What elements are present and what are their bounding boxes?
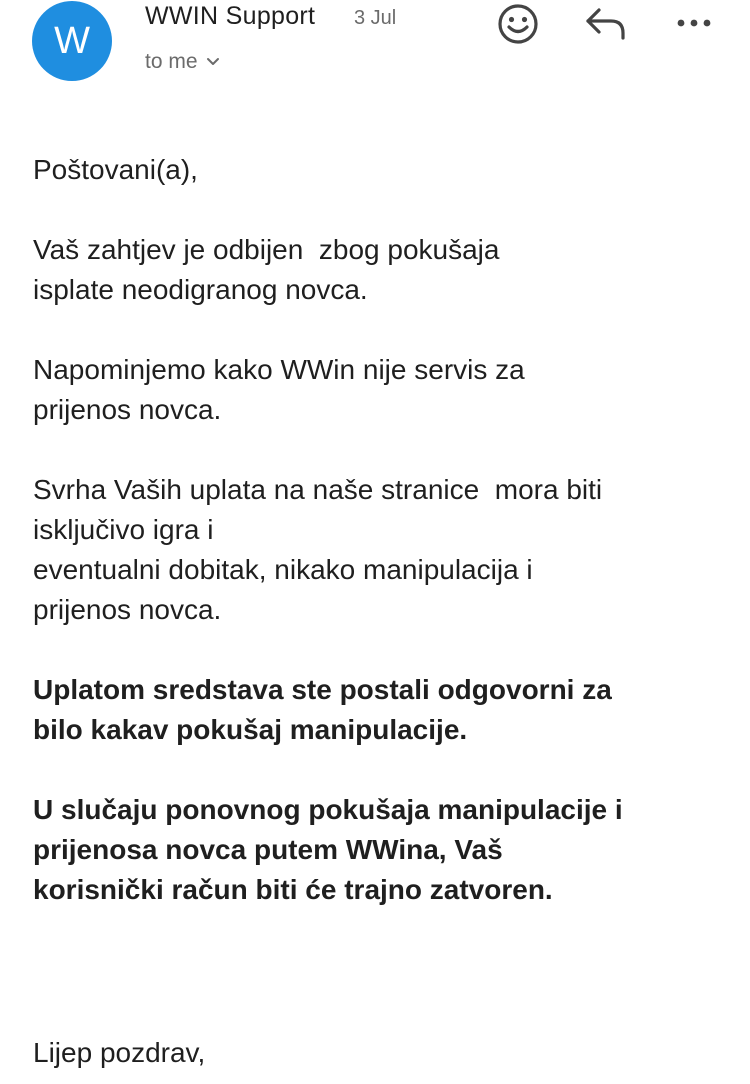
bold-line: U slučaju ponovnog pokušaja manipulacije i xyxy=(33,794,623,825)
bold-paragraph xyxy=(33,670,733,750)
body-line: prijenos novca. xyxy=(33,594,222,625)
email-header xyxy=(0,0,750,100)
bold-line: Uplatom sredstava ste postali odgovorni za xyxy=(33,674,612,705)
closing-line: Lijep pozdrav, xyxy=(33,1037,206,1068)
body-line: Vaš zahtjev je odbijen zbog pokušaja xyxy=(33,234,500,265)
bold-line: bilo kakav pokušaj manipulacije. xyxy=(33,714,468,745)
body-line: isplate neodigranog novca. xyxy=(33,274,368,305)
body-paragraph xyxy=(33,470,733,630)
recipient-toggle[interactable] xyxy=(145,50,220,74)
recipient-label: to me xyxy=(145,50,198,73)
greeting-line: Poštovani(a), xyxy=(33,154,198,185)
bold-line: prijenosa novca putem WWina, Vaš xyxy=(33,834,503,865)
body-paragraph xyxy=(33,230,733,310)
body-paragraph xyxy=(33,350,733,430)
body-line: isključivo igra i xyxy=(33,514,214,545)
reply-arrow-icon[interactable] xyxy=(583,4,629,44)
bold-paragraph xyxy=(33,790,733,910)
body-line: Napominjemo kako WWin nije servis za xyxy=(33,354,525,385)
chevron-down-icon xyxy=(206,57,220,67)
sender-name[interactable]: WWIN Support xyxy=(145,2,316,30)
email-body xyxy=(33,150,733,910)
smiley-face-icon[interactable] xyxy=(496,2,540,46)
more-options-icon[interactable] xyxy=(672,8,716,38)
sender-avatar[interactable]: W xyxy=(32,1,112,81)
greeting xyxy=(33,150,733,190)
email-date: 3 Jul xyxy=(354,7,397,29)
body-line: prijenos novca. xyxy=(33,394,222,425)
bold-line: korisnički račun biti će trajno zatvoren. xyxy=(33,874,553,905)
body-line: Svrha Vaših uplata na naše stranice mora biti xyxy=(33,474,603,505)
body-line: eventualni dobitak, nikako manipulacija i xyxy=(33,554,533,585)
